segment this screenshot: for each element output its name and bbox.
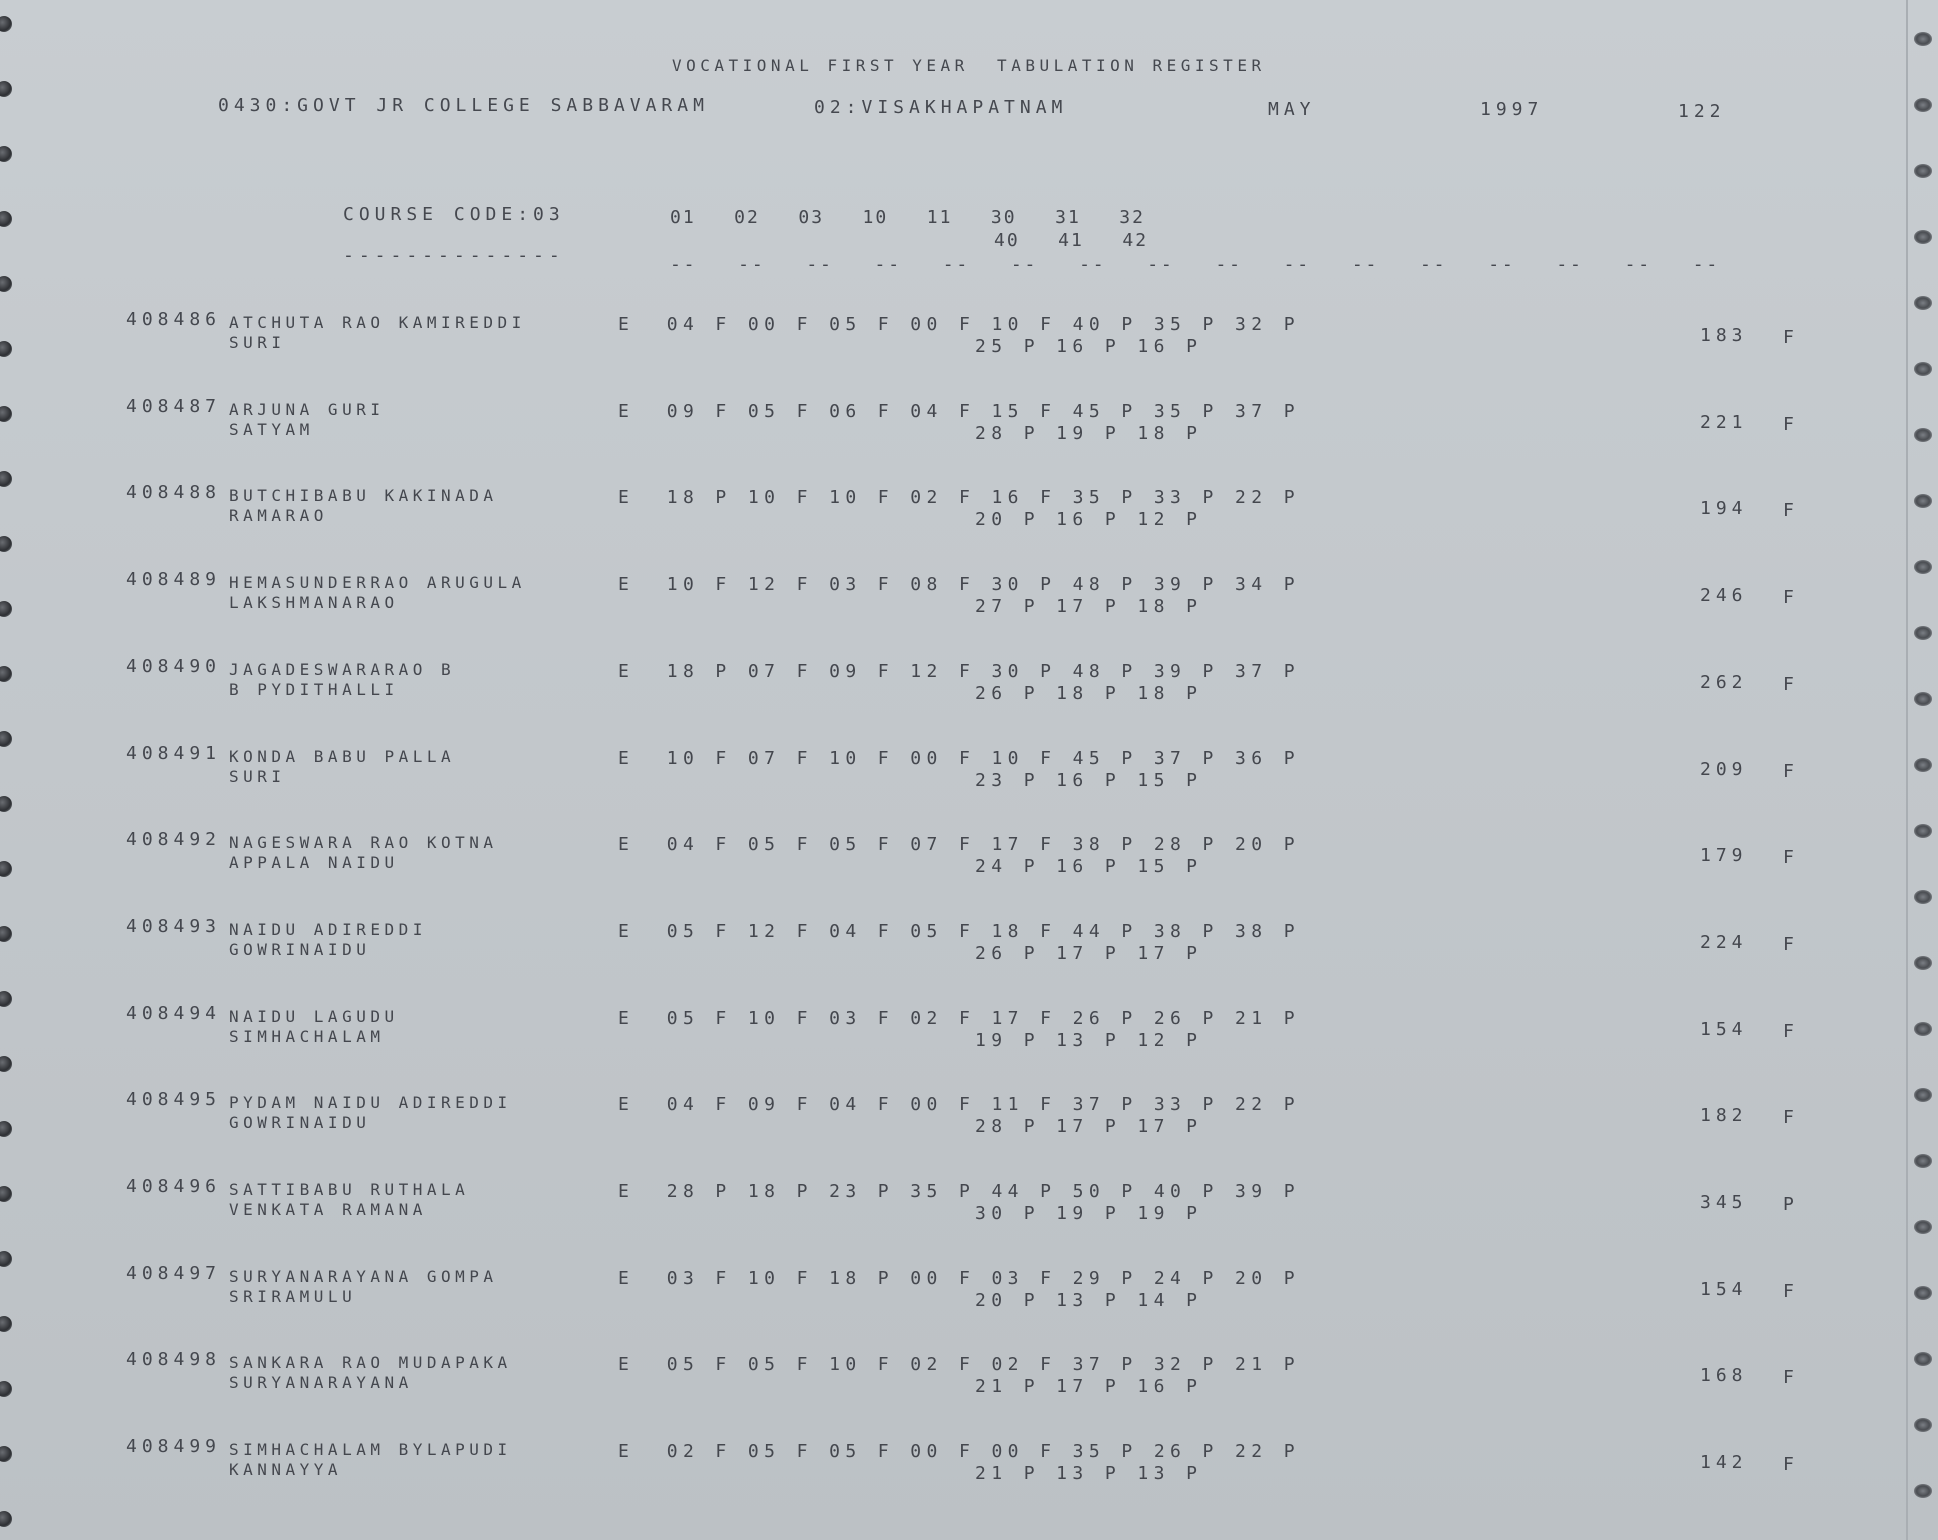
feed-hole bbox=[0, 796, 12, 812]
feed-hole bbox=[1914, 956, 1932, 970]
total-marks: 142 bbox=[1700, 1452, 1748, 1474]
marks-line1: E 02 F 05 F 05 F 00 F 00 F 35 P 26 P 22 P bbox=[618, 1441, 1300, 1463]
feed-hole bbox=[0, 211, 12, 227]
student-id: 408494 bbox=[126, 1002, 222, 1024]
student-name-line2: GOWRINAIDU bbox=[229, 939, 371, 959]
total-marks: 194 bbox=[1700, 498, 1748, 520]
student-name-line1: KONDA BABU PALLA bbox=[229, 746, 456, 766]
column-divider-dashes: -- -- -- -- -- -- -- -- -- -- -- -- -- -- -- -- bbox=[670, 254, 1721, 275]
feed-hole bbox=[1914, 1088, 1932, 1102]
marks-line1: E 28 P 18 P 23 P 35 P 44 P 50 P 40 P 39 P bbox=[618, 1181, 1300, 1202]
result-status: F bbox=[1783, 933, 1799, 955]
student-id: 408493 bbox=[126, 915, 222, 937]
feed-hole bbox=[1914, 1220, 1932, 1234]
student-id: 408487 bbox=[126, 395, 222, 417]
student-name-line2: B PYDITHALLI bbox=[229, 679, 399, 699]
student-name-line1: ARJUNA GURI bbox=[229, 399, 385, 419]
student-name-line2: KANNAYYA bbox=[229, 1460, 343, 1480]
student-name-line2: SURI bbox=[229, 766, 286, 786]
feed-hole bbox=[1914, 692, 1932, 706]
student-id: 408486 bbox=[126, 309, 222, 330]
marks-line2: 28 P 17 P 17 P bbox=[975, 1116, 1203, 1138]
feed-hole bbox=[1914, 1154, 1932, 1168]
marks-line1: E 04 F 00 F 05 F 00 F 10 F 40 P 35 P 32 P bbox=[618, 314, 1300, 335]
feed-hole bbox=[0, 861, 12, 877]
marks-line2: 27 P 17 P 18 P bbox=[975, 596, 1203, 618]
feed-hole bbox=[1914, 560, 1932, 574]
marks-line1: E 10 F 07 F 10 F 00 F 10 F 45 P 37 P 36 P bbox=[618, 747, 1300, 769]
student-name-line2: SATYAM bbox=[229, 419, 314, 439]
feed-hole bbox=[0, 991, 12, 1007]
marks-line2: 20 P 13 P 14 P bbox=[975, 1289, 1203, 1311]
marks-line1: E 05 F 12 F 04 F 05 F 18 F 44 P 38 P 38 P bbox=[618, 920, 1300, 942]
feed-hole bbox=[0, 1446, 12, 1462]
feed-hole bbox=[0, 1381, 12, 1397]
student-name-line1: SATTIBABU RUTHALA bbox=[229, 1180, 470, 1199]
student-name-line2: VENKATA RAMANA bbox=[229, 1200, 427, 1219]
feed-hole bbox=[0, 731, 12, 747]
marks-line1: E 05 F 10 F 03 F 02 F 17 F 26 P 26 P 21 P bbox=[618, 1007, 1300, 1029]
total-marks: 179 bbox=[1700, 845, 1748, 867]
total-marks: 246 bbox=[1700, 585, 1748, 607]
marks-line1: E 04 F 05 F 05 F 07 F 17 F 38 P 28 P 20 P bbox=[618, 834, 1300, 856]
feed-hole bbox=[1914, 164, 1932, 178]
result-status: F bbox=[1783, 1367, 1799, 1389]
result-status: F bbox=[1783, 327, 1799, 348]
marks-line1: E 05 F 05 F 10 F 02 F 02 F 37 P 32 P 21 P bbox=[618, 1354, 1300, 1376]
course-code: COURSE CODE:03 bbox=[343, 204, 565, 225]
total-marks: 168 bbox=[1700, 1365, 1748, 1387]
student-id: 408498 bbox=[126, 1349, 222, 1371]
total-marks: 183 bbox=[1700, 325, 1748, 346]
feed-hole bbox=[1914, 32, 1932, 46]
student-name-line1: SANKARA RAO MUDAPAKA bbox=[229, 1353, 512, 1373]
feed-hole bbox=[0, 471, 12, 487]
student-id: 408491 bbox=[126, 742, 222, 764]
feed-hole bbox=[0, 406, 12, 422]
district-name: 02:VISAKHAPATNAM bbox=[814, 97, 1068, 118]
page-title: VOCATIONAL FIRST YEAR TABULATION REGISTER bbox=[672, 56, 1266, 75]
marks-line1: E 04 F 09 F 04 F 00 F 11 F 37 P 33 P 22 P bbox=[618, 1094, 1300, 1116]
feed-hole bbox=[1914, 890, 1932, 904]
marks-line1: E 10 F 12 F 03 F 08 F 30 P 48 P 39 P 34 P bbox=[618, 574, 1300, 596]
subject-code-header-row2: 40 41 42 bbox=[994, 230, 1149, 251]
total-marks: 182 bbox=[1700, 1105, 1748, 1127]
right-tractor-feed-holes bbox=[1906, 0, 1938, 1540]
total-marks: 224 bbox=[1700, 931, 1748, 953]
student-id: 408496 bbox=[126, 1176, 222, 1197]
left-tractor-feed-holes bbox=[0, 0, 30, 1540]
student-name-line1: NAIDU LAGUDU bbox=[229, 1006, 399, 1026]
marks-line2: 26 P 18 P 18 P bbox=[975, 682, 1203, 704]
total-marks: 209 bbox=[1700, 758, 1748, 780]
feed-hole bbox=[1914, 1286, 1932, 1300]
student-id: 408488 bbox=[126, 482, 222, 504]
result-status: F bbox=[1783, 847, 1799, 869]
marks-line1: E 09 F 05 F 06 F 04 F 15 F 45 P 35 P 37 P bbox=[618, 400, 1300, 422]
feed-hole bbox=[1914, 1484, 1932, 1498]
marks-line2: 20 P 16 P 12 P bbox=[975, 509, 1203, 531]
marks-line1: E 03 F 10 F 18 P 00 F 03 F 29 P 24 P 20 P bbox=[618, 1267, 1300, 1289]
marks-line2: 30 P 19 P 19 P bbox=[975, 1203, 1203, 1224]
result-status: F bbox=[1783, 1280, 1799, 1302]
result-status: F bbox=[1783, 500, 1799, 522]
marks-line2: 21 P 17 P 16 P bbox=[975, 1376, 1203, 1398]
feed-hole bbox=[0, 1121, 12, 1137]
feed-hole bbox=[0, 1251, 12, 1267]
page-number: 122 bbox=[1678, 101, 1726, 122]
student-name-line1: NAIDU ADIREDDI bbox=[229, 919, 427, 939]
feed-hole bbox=[0, 341, 12, 357]
student-name-line1: JAGADESWARARAO B bbox=[229, 659, 456, 679]
result-status: F bbox=[1783, 760, 1799, 782]
feed-hole bbox=[0, 536, 12, 552]
total-marks: 154 bbox=[1700, 1278, 1748, 1300]
feed-hole bbox=[1914, 1022, 1932, 1036]
feed-hole bbox=[1914, 296, 1932, 310]
student-id: 408492 bbox=[126, 829, 222, 851]
feed-hole bbox=[1914, 428, 1932, 442]
student-name-line2: SURI bbox=[229, 333, 286, 352]
student-name-line2: SIMHACHALAM bbox=[229, 1026, 385, 1046]
exam-month: MAY bbox=[1268, 99, 1316, 120]
subject-code-header-row1: 01 02 03 10 11 30 31 32 bbox=[670, 207, 1145, 228]
student-name-line2: SURYANARAYANA bbox=[229, 1373, 413, 1393]
feed-hole bbox=[0, 276, 12, 292]
feed-hole bbox=[1914, 98, 1932, 112]
student-id: 408495 bbox=[126, 1089, 222, 1111]
exam-year: 1997 bbox=[1480, 99, 1544, 120]
result-status: F bbox=[1783, 587, 1799, 609]
marks-line1: E 18 P 10 F 10 F 02 F 16 F 35 P 33 P 22 P bbox=[618, 487, 1300, 509]
result-status: F bbox=[1783, 413, 1799, 435]
feed-hole bbox=[1914, 824, 1932, 838]
student-name-line2: GOWRINAIDU bbox=[229, 1113, 371, 1133]
result-status: F bbox=[1783, 1454, 1799, 1476]
feed-hole bbox=[1914, 1418, 1932, 1432]
total-marks: 345 bbox=[1700, 1192, 1748, 1213]
feed-hole bbox=[0, 601, 12, 617]
feed-hole bbox=[0, 81, 12, 97]
total-marks: 154 bbox=[1700, 1018, 1748, 1040]
student-name-line2: APPALA NAIDU bbox=[229, 853, 399, 873]
student-name-line1: SURYANARAYANA GOMPA bbox=[229, 1266, 498, 1286]
total-marks: 262 bbox=[1700, 671, 1748, 693]
marks-line2: 21 P 13 P 13 P bbox=[975, 1463, 1203, 1485]
feed-hole bbox=[1914, 758, 1932, 772]
feed-hole bbox=[0, 1511, 12, 1527]
college-name: 0430:GOVT JR COLLEGE SABBAVARAM bbox=[218, 95, 709, 116]
marks-line2: 26 P 17 P 17 P bbox=[975, 942, 1203, 964]
feed-hole bbox=[1914, 626, 1932, 640]
student-name-line2: SRIRAMULU bbox=[229, 1286, 357, 1306]
student-name-line2: RAMARAO bbox=[229, 506, 328, 526]
feed-hole bbox=[1914, 494, 1932, 508]
marks-line1: E 18 P 07 F 09 F 12 F 30 P 48 P 39 P 37 P bbox=[618, 660, 1300, 682]
student-name-line1: BUTCHIBABU KAKINADA bbox=[229, 486, 498, 506]
feed-hole bbox=[0, 16, 12, 32]
result-status: F bbox=[1783, 673, 1799, 695]
feed-hole bbox=[1914, 1352, 1932, 1366]
result-status: F bbox=[1783, 1020, 1799, 1042]
student-id: 408497 bbox=[126, 1262, 222, 1284]
marks-line2: 24 P 16 P 15 P bbox=[975, 856, 1203, 878]
marks-line2: 28 P 19 P 18 P bbox=[975, 422, 1203, 444]
marks-line2: 23 P 16 P 15 P bbox=[975, 769, 1203, 791]
marks-line2: 19 P 13 P 12 P bbox=[975, 1029, 1203, 1051]
result-status: F bbox=[1783, 1107, 1799, 1129]
student-id: 408489 bbox=[126, 569, 222, 591]
student-name-line2: LAKSHMANARAO bbox=[229, 593, 399, 613]
feed-hole bbox=[0, 146, 12, 162]
feed-hole bbox=[1914, 230, 1932, 244]
student-name-line1: SIMHACHALAM BYLAPUDI bbox=[229, 1440, 512, 1460]
feed-hole bbox=[0, 926, 12, 942]
feed-hole bbox=[0, 666, 12, 682]
student-name-line1: PYDAM NAIDU ADIREDDI bbox=[229, 1093, 512, 1113]
student-name-line1: NAGESWARA RAO KOTNA bbox=[229, 833, 498, 853]
feed-hole bbox=[1914, 362, 1932, 376]
total-marks: 221 bbox=[1700, 411, 1748, 433]
marks-line2: 25 P 16 P 16 P bbox=[975, 336, 1203, 357]
student-id: 408499 bbox=[126, 1436, 222, 1458]
result-status: P bbox=[1783, 1194, 1799, 1215]
student-name-line1: ATCHUTA RAO KAMIREDDI bbox=[229, 313, 526, 332]
course-code-underline: -------------- bbox=[343, 245, 565, 266]
feed-hole bbox=[0, 1316, 12, 1332]
student-name-line1: HEMASUNDERRAO ARUGULA bbox=[229, 573, 526, 593]
feed-hole bbox=[0, 1186, 12, 1202]
feed-hole bbox=[0, 1056, 12, 1072]
student-id: 408490 bbox=[126, 655, 222, 677]
